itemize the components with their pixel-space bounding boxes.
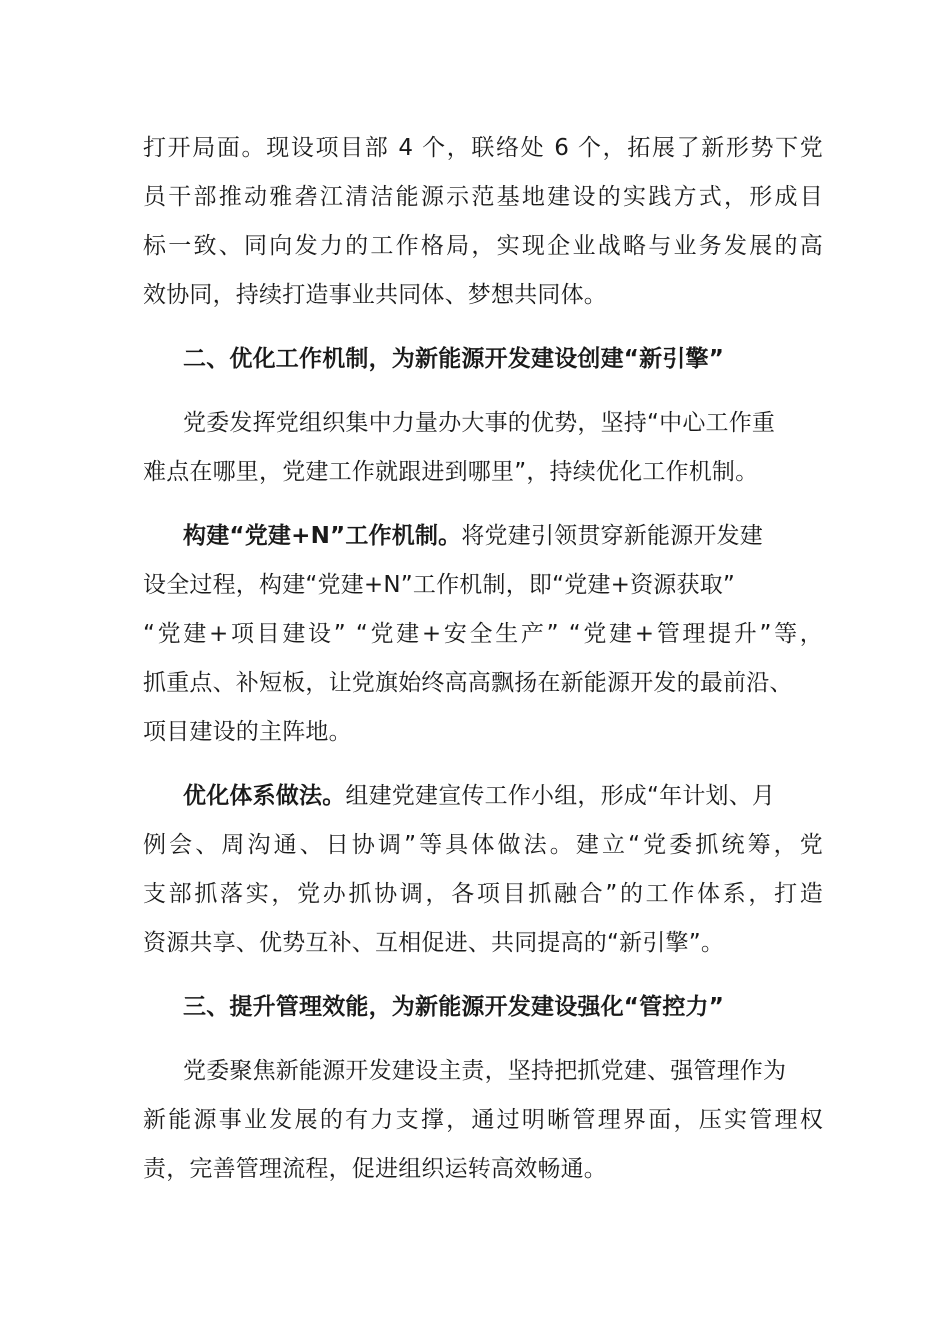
text-line: 效协同，持续打造事业共同体、梦想共同体。	[143, 282, 607, 308]
paragraph-4	[143, 772, 823, 968]
text-line: 例会、周沟通、日协调”等具体做法。建立“党委抓统筹，党	[143, 832, 823, 858]
paragraph-3	[143, 512, 823, 757]
text-line: 抓重点、补短板，让党旗始终高高飘扬在新能源开发的最前沿、	[143, 670, 793, 696]
text-line: 打开局面。现设项目部 4 个，联络处 6 个，拓展了新形势下党	[143, 135, 823, 161]
text-line: 设全过程，构建“党建+N”工作机制，即“党建+资源获取”	[143, 572, 736, 598]
text-line: 党委发挥党组织集中力量办大事的优势，坚持“中心工作重	[183, 410, 776, 436]
document-page	[143, 124, 823, 1194]
paragraph-lead: 优化体系做法。	[183, 783, 346, 809]
paragraph-2	[143, 399, 823, 497]
text-line: 项目建设的主阵地。	[143, 719, 352, 745]
text-line: “党建+项目建设” “党建+安全生产” “党建+管理提升”等，	[143, 621, 823, 647]
text-line: 党委聚焦新能源开发建设主责，坚持把抓党建、强管理作为	[183, 1058, 787, 1084]
text-line: 员干部推动雅砻江清洁能源示范基地建设的实践方式，形成目	[143, 184, 823, 210]
paragraph-lead: 构建“党建+N”工作机制。	[183, 523, 462, 549]
text-line: 支部抓落实，党办抓协调，各项目抓融合”的工作体系，打造	[143, 881, 823, 907]
text-line: 资源共享、优势互补、互相促进、共同提高的“新引擎”。	[143, 930, 725, 956]
text-line: 标一致、同向发力的工作格局，实现企业战略与业务发展的高	[143, 233, 823, 259]
text-line: 新能源事业发展的有力支撑，通过明晰管理界面，压实管理权	[143, 1107, 823, 1133]
paragraph-5	[143, 1047, 823, 1194]
text-line: 难点在哪里，党建工作就跟进到哪里”，持续优化工作机制。	[143, 459, 759, 485]
text-line	[143, 512, 823, 561]
section-heading-2: 二、优化工作机制，为新能源开发建设创建“新引擎”	[183, 346, 725, 372]
paragraph-1	[143, 124, 823, 320]
text-line	[143, 772, 823, 821]
paragraph-text: 组建党建宣传工作小组，形成“年计划、月	[345, 783, 776, 809]
text-line: 责，完善管理流程，促进组织运转高效畅通。	[143, 1156, 607, 1182]
paragraph-text: 将党建引领贯穿新能源开发建	[461, 523, 763, 549]
section-heading-3: 三、提升管理效能，为新能源开发建设强化“管控力”	[183, 994, 725, 1020]
